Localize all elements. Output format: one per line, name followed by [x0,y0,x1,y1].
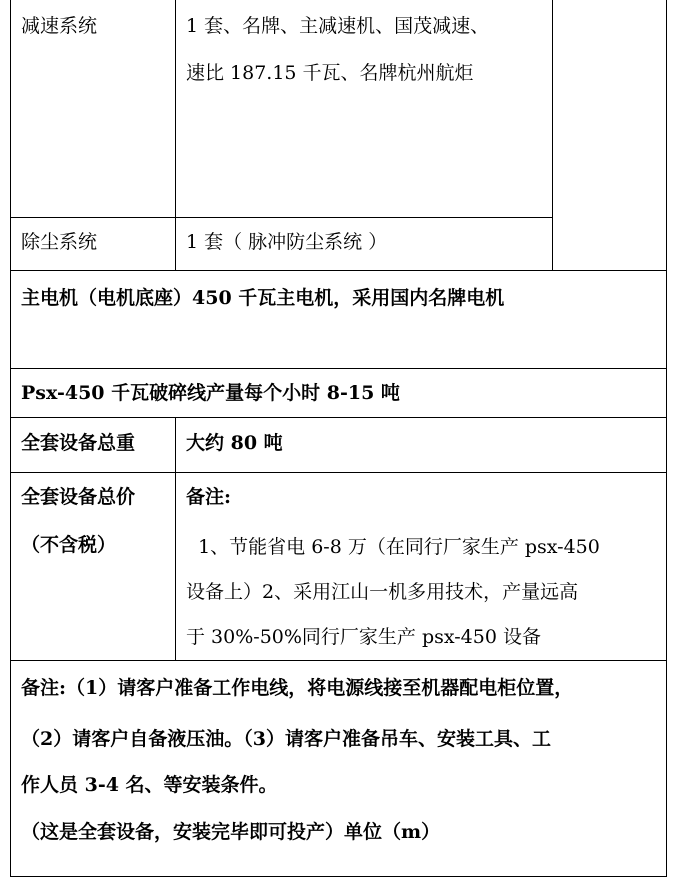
total-price-note-line2: 设备上）2、采用江山一机多用技术，产量远高 [186,581,579,603]
column-divider-upper [175,0,176,270]
total-price-label-line2: （不含税） [21,534,117,556]
row-divider-weight [10,417,666,418]
total-price-note-line1: 1、节能省电 6-8 万（在同行厂家生产 psx-450 [186,536,600,558]
main-motor-text: 主电机（电机底座）450 千瓦主电机，采用国内名牌电机 [21,287,505,309]
table-left-border [10,0,11,876]
table-right-border [666,0,667,876]
column-divider-lower [175,417,176,660]
row-divider-remarks [10,660,666,661]
remarks-line4: （这是全套设备，安装完毕即可投产）单位（m） [21,821,441,843]
column-divider-extra [552,0,553,270]
row-divider-capacity [10,368,666,369]
total-weight-value: 大约 80 吨 [186,432,283,454]
total-price-note-line3: 于 30%-50%同行厂家生产 psx-450 设备 [186,626,541,648]
dust-removal-value: 1 套（ 脉冲防尘系统 ） [186,231,388,253]
table-bottom-border [10,876,667,877]
remarks-line3: 作人员 3-4 名、等安装条件。 [21,774,278,796]
remarks-line1: 备注:（1）请客户准备工作电线，将电源线接至机器配电柜位置， [21,677,574,699]
row-divider-dust [10,217,552,218]
row-divider-price [10,472,666,473]
speed-reducer-value-line1: 1 套、名牌、主减速机、国茂减速、 [186,15,490,37]
capacity-text: Psx-450 千瓦破碎线产量每个小时 8-15 吨 [21,382,400,404]
total-weight-label: 全套设备总重 [21,432,136,454]
speed-reducer-value-line2: 速比 187.15 千瓦、名牌杭州航炬 [186,62,474,84]
remarks-line2: （2）请客户自备液压油。（3）请客户准备吊车、安装工具、工 [21,728,551,750]
total-price-label-line1: 全套设备总价 [21,486,136,508]
speed-reducer-label: 减速系统 [21,15,98,37]
row-divider-motor [10,270,666,271]
dust-removal-label: 除尘系统 [21,231,98,253]
total-price-note-title: 备注: [186,486,232,508]
